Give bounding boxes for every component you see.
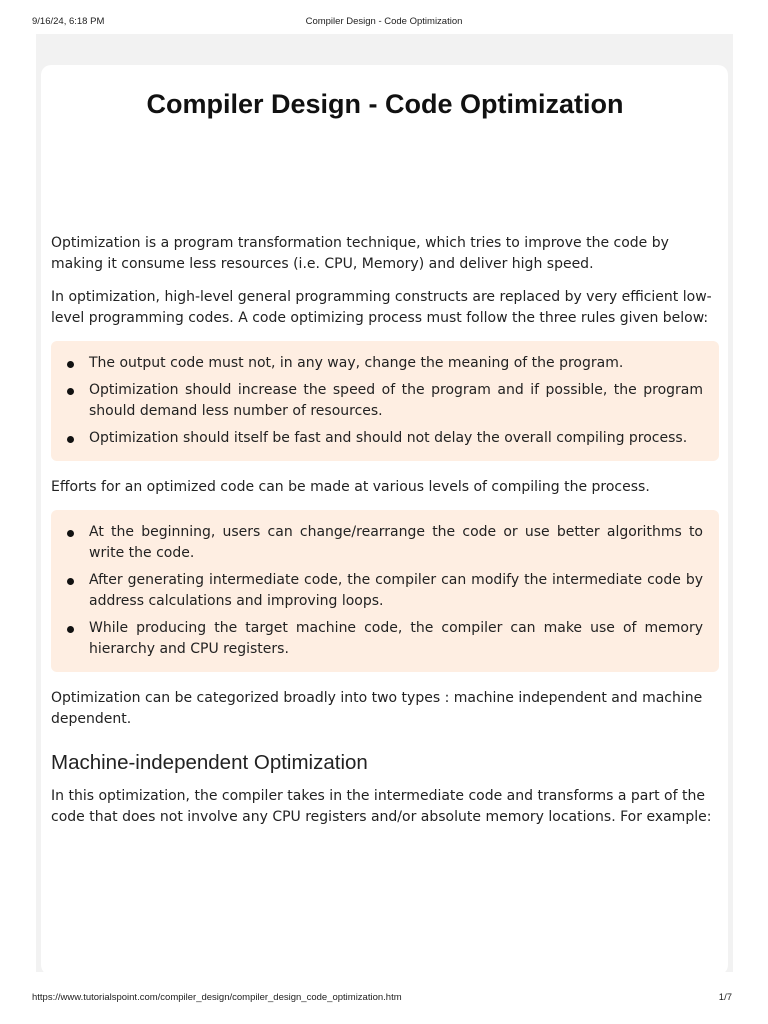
article-content	[51, 65, 719, 840]
bullet-icon	[67, 361, 74, 368]
print-url: https://www.tutorialspoint.com/compiler_design/compiler_design_code_optimization.htm	[32, 992, 402, 1003]
print-header	[32, 16, 736, 30]
list-item: At the beginning, users can change/rearrange the code or use better algorithms to write the code.	[65, 522, 703, 564]
list-item: While producing the target machine code, the compiler can make use of memory hierarchy and CPU registers.	[65, 618, 703, 660]
types-paragraph: Optimization can be categorized broadly into two types : machine independent and machine dependent.	[51, 690, 703, 727]
section-heading: Machine-independent Optimization	[51, 751, 368, 774]
bullet-icon	[67, 436, 74, 443]
bullet-icon	[67, 388, 74, 395]
bullet-icon	[67, 530, 74, 537]
levels-callout	[51, 510, 719, 672]
list-item: Optimization should itself be fast and should not delay the overall compiling process.	[65, 428, 703, 449]
print-footer	[32, 992, 736, 1006]
rules-intro-paragraph: In optimization, high-level general programming constructs are replaced by very efficient low-level programming codes. A code optimizing process must follow the three rules given below:	[51, 289, 712, 326]
levels-list	[65, 522, 703, 660]
bullet-icon	[67, 578, 74, 585]
rules-callout	[51, 341, 719, 461]
list-item: The output code must not, in any way, change the meaning of the program.	[65, 353, 703, 374]
page-title: Compiler Design - Code Optimization	[146, 89, 624, 119]
bullet-icon	[67, 626, 74, 633]
print-date: 9/16/24, 6:18 PM	[32, 16, 105, 27]
list-item: Optimization should increase the speed of the program and if possible, the program should demand less number of resources.	[65, 380, 703, 422]
intro-paragraph: Optimization is a program transformation technique, which tries to improve the code by making it consume less resources (i.e. CPU, Memory) and deliver high speed.	[51, 235, 669, 272]
section-paragraph: In this optimization, the compiler takes in the intermediate code and transforms a part of the code that does not involve any CPU registers and/or absolute memory locations. For example:	[51, 788, 712, 825]
page-number: 1/7	[718, 992, 732, 1003]
ad-spacer	[51, 121, 719, 233]
list-item: After generating intermediate code, the compiler can modify the intermediate code by address calculations and improving loops.	[65, 570, 703, 612]
print-doc-title: Compiler Design - Code Optimization	[305, 16, 463, 27]
levels-intro-paragraph: Efforts for an optimized code can be made at various levels of compiling the process.	[51, 479, 650, 495]
rules-list	[65, 353, 703, 449]
